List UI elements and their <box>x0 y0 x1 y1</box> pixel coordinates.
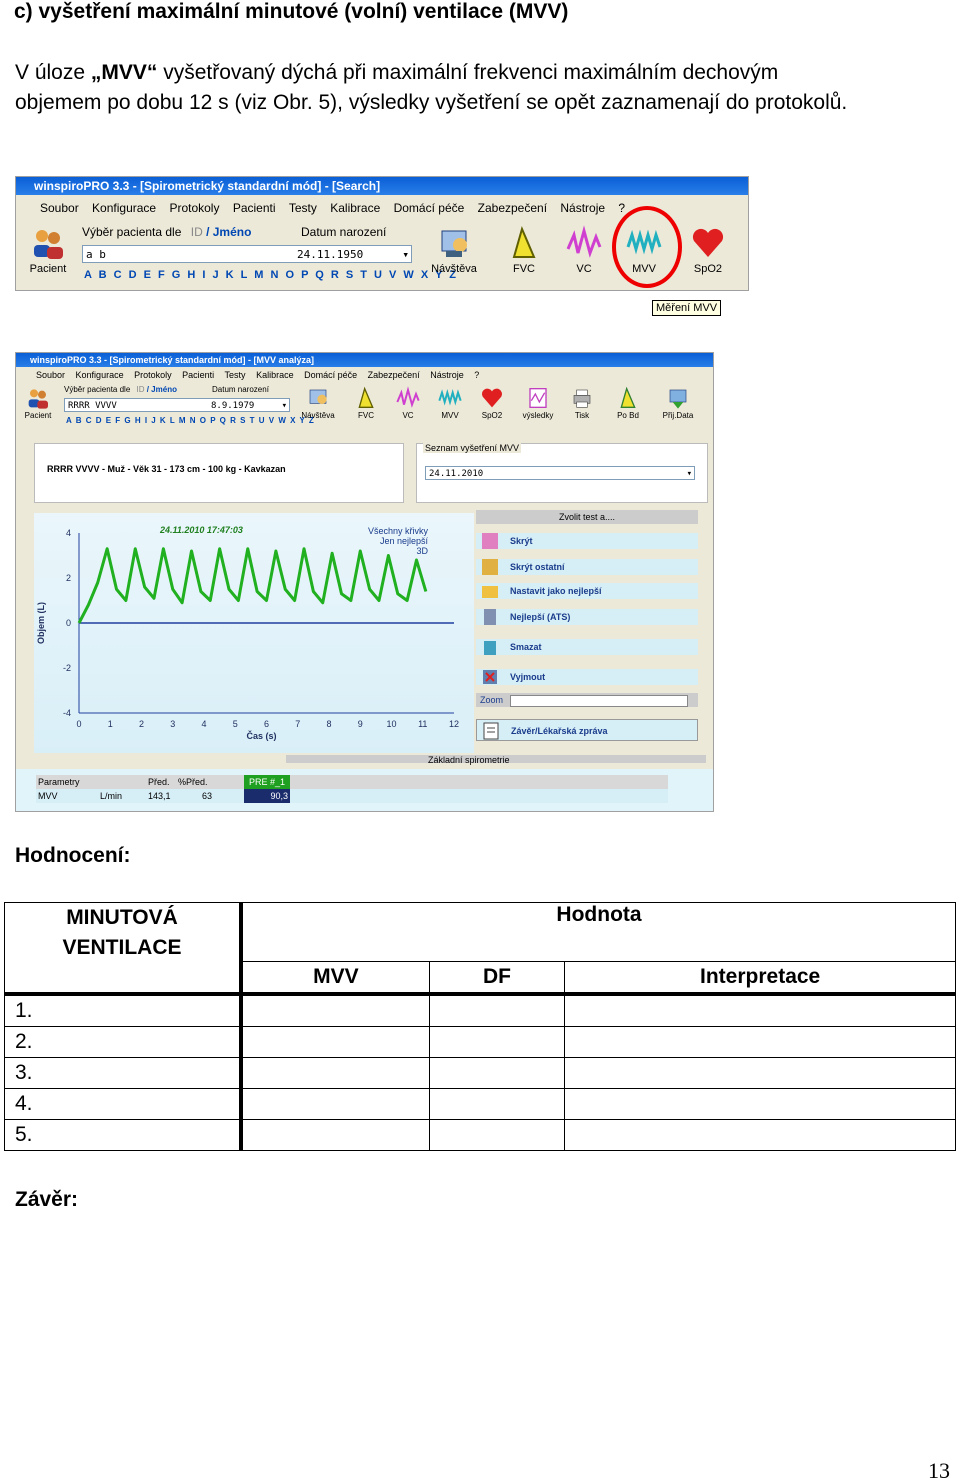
row-number: 2. <box>5 1027 242 1058</box>
zoom-bar <box>476 693 698 707</box>
delete-label: Smazat <box>510 642 542 652</box>
menu-bar <box>16 368 713 382</box>
df-cell[interactable] <box>429 994 565 1027</box>
window-title: winspiroPRO 3.3 - [Spirometrický standardní mód] - [Search] <box>34 179 381 193</box>
y-axis-label: Objem (L) <box>36 602 46 644</box>
spo2-button[interactable] <box>472 383 512 429</box>
section-heading: c) vyšetření maximální minutové (volní) ventilace (MVV) <box>14 0 569 23</box>
y-tick-label: -4 <box>62 708 71 718</box>
x-tick-label: 8 <box>326 719 332 729</box>
chart-timestamp: 24.11.2010 17:47:03 <box>160 525 243 535</box>
best-ats-label: Nejlepší (ATS) <box>510 612 571 622</box>
interpretation-cell[interactable] <box>565 1027 956 1058</box>
alphabet-index[interactable]: A B C D E F G H I J K L M N O P Q R S T U V W X Y Z <box>84 269 458 281</box>
evaluation-label: Hodnocení: <box>15 844 131 867</box>
printer-icon <box>570 386 594 410</box>
visit-label: Návštěva <box>301 411 335 420</box>
x-tick-label: 4 <box>201 719 207 729</box>
receive-data-button[interactable] <box>656 383 700 429</box>
params-col-header: Parametry <box>38 777 80 787</box>
results-label: výsledky <box>522 411 554 420</box>
all-curves-option[interactable]: Všechny křivky <box>367 526 428 536</box>
calculator-icon <box>480 607 500 627</box>
df-cell[interactable] <box>429 1058 565 1089</box>
print-label: Tisk <box>574 411 590 420</box>
df-header: DF <box>429 962 565 995</box>
fvc-label: FVC <box>513 263 535 275</box>
vc-button[interactable] <box>556 221 612 285</box>
menu-zabezpeceni[interactable]: Zabezpečení <box>477 201 548 215</box>
zoom-label: Zoom <box>480 695 504 705</box>
spo2-label: SpO2 <box>693 263 723 275</box>
heart-icon <box>690 225 726 261</box>
results-button[interactable] <box>518 383 558 429</box>
row-number: 1. <box>5 994 242 1027</box>
vc-icon <box>396 386 420 410</box>
spo2-button[interactable] <box>680 221 736 285</box>
evaluation-table <box>4 902 956 1151</box>
params-col-header: %Před. <box>178 777 208 787</box>
pobd-icon <box>616 386 640 410</box>
heart-icon <box>480 386 504 410</box>
interpretation-cell[interactable] <box>565 1089 956 1120</box>
mvv-cell[interactable] <box>241 1058 429 1089</box>
fvc-button[interactable] <box>346 383 386 429</box>
params-data-row <box>36 789 668 803</box>
fvc-label: FVC <box>358 411 374 420</box>
x-tick-label: 1 <box>107 719 113 729</box>
menu-kalibrace[interactable]: Kalibrace <box>330 201 381 215</box>
visit-button[interactable] <box>298 383 338 429</box>
table-row <box>5 994 956 1027</box>
window-titlebar <box>16 177 748 195</box>
conclusion-label: Závěr: <box>15 1188 79 1211</box>
mvv-series-line <box>79 549 426 623</box>
y-tick-label: -2 <box>62 663 71 673</box>
id-label: ID <box>136 385 145 394</box>
pobd-label: Po Bd <box>617 411 639 420</box>
toolbar <box>16 383 713 429</box>
mvv-icon <box>438 386 462 410</box>
minute-ventilation-header <box>5 903 242 995</box>
dropdown-arrow-icon[interactable]: ▾ <box>402 248 409 261</box>
spo2-label: SpO2 <box>481 411 503 420</box>
x-tick-label: 3 <box>170 719 176 729</box>
x-tick-label: 7 <box>295 719 301 729</box>
select-row <box>64 385 177 394</box>
dropdown-arrow-icon[interactable]: ▾ <box>281 401 287 411</box>
params-header-row <box>36 775 668 789</box>
menu-soubor[interactable]: Soubor <box>36 370 66 380</box>
df-cell[interactable] <box>429 1027 565 1058</box>
patient-search-field[interactable] <box>82 245 412 263</box>
vc-icon <box>566 225 602 261</box>
menu-testy[interactable]: Testy <box>224 370 246 380</box>
receive-data-icon <box>666 386 690 410</box>
menu-help[interactable]: ? <box>474 370 480 380</box>
x-tick-label: 12 <box>448 719 460 729</box>
mvv-button[interactable] <box>430 383 470 429</box>
name-value: RRRR VVVV <box>68 401 117 411</box>
value-header: Hodnota <box>241 903 956 962</box>
vc-label: VC <box>576 263 592 275</box>
exam-list-panel <box>416 443 708 503</box>
x-axis-label: Čas (s) <box>246 731 277 741</box>
para-text: objemem po dobu 12 s (viz Obr. 5), výsledky vyšetření se opět zaznamenají do protokolů. <box>15 91 848 114</box>
hide-others-label: Skrýt ostatní <box>510 562 565 572</box>
id-label: ID <box>190 225 203 239</box>
people-icon <box>30 225 66 261</box>
patient-info-panel <box>34 443 404 503</box>
birth-label: Datum narození <box>212 385 269 394</box>
dropdown-arrow-icon[interactable]: ▾ <box>686 469 692 479</box>
exam-date-value: 24.11.2010 <box>429 469 484 479</box>
print-button[interactable] <box>562 383 602 429</box>
view-3d-option[interactable]: 3D <box>416 546 428 556</box>
df-cell[interactable] <box>429 1120 565 1151</box>
menu-testy[interactable]: Testy <box>288 201 317 215</box>
birth-label: Datum narození <box>301 225 387 239</box>
table-row <box>5 1120 956 1151</box>
visit-icon <box>306 386 330 410</box>
only-best-option[interactable]: Jen nejlepší <box>379 536 428 546</box>
mvv-label: MVV <box>441 411 459 420</box>
interpretation-cell[interactable] <box>565 994 956 1027</box>
birth-value: 24.11.1950 <box>297 248 364 261</box>
pobd-button[interactable] <box>608 383 648 429</box>
curve-options <box>356 526 428 556</box>
patient-label: Pacient <box>29 263 67 275</box>
x-tick-label: 6 <box>263 719 270 729</box>
menu-pacienti[interactable]: Pacienti <box>182 370 215 380</box>
menu-zabezpeceni[interactable]: Zabezpečení <box>367 370 420 380</box>
x-tick-label: 5 <box>232 719 238 729</box>
conclusion-button[interactable] <box>476 719 698 741</box>
alphabet-index[interactable]: A B C D E F G H I J K L M N O P Q R S T U V W X Y Z <box>66 416 315 425</box>
menu-nastroje[interactable]: Nástroje <box>430 370 464 380</box>
folder-icon <box>480 581 500 601</box>
results-icon <box>526 386 550 410</box>
x-tick-label: 10 <box>386 719 397 729</box>
interpretation-header: Interpretace <box>565 962 956 995</box>
mvv-header: MVV <box>241 962 429 995</box>
mvv-label: MVV <box>632 263 656 275</box>
window-title: winspiroPRO 3.3 - [Spirometrický standardní mód] - [MVV analýza] <box>30 355 315 365</box>
menu-soubor[interactable]: Soubor <box>40 201 79 215</box>
menu-konfigurace[interactable]: Konfigurace <box>92 201 157 215</box>
mvv-cell[interactable] <box>241 1027 429 1058</box>
interpretation-cell[interactable] <box>565 1058 956 1089</box>
row-number: 5. <box>5 1120 242 1151</box>
visit-icon <box>436 225 472 261</box>
x-tick-label: 2 <box>138 719 145 729</box>
hide-others-icon <box>480 557 500 577</box>
mvv-analysis-screenshot <box>15 352 714 812</box>
select-row <box>82 225 251 239</box>
df-cell[interactable] <box>429 1089 565 1120</box>
report-icon <box>481 721 501 741</box>
header-line: VENTILACE <box>62 936 182 959</box>
choose-test-header: Zvolit test a.... <box>476 510 698 524</box>
name-label: / Jméno <box>146 385 177 394</box>
best-ats-button[interactable] <box>476 609 698 625</box>
menu-protokoly[interactable]: Protokoly <box>134 370 172 380</box>
menu-help[interactable]: ? <box>618 201 626 215</box>
y-tick-label: 4 <box>65 528 71 538</box>
params-col-header: Před. <box>148 777 170 787</box>
table-row <box>5 1089 956 1120</box>
patient-button[interactable] <box>20 221 76 285</box>
menu-domaci-pece[interactable]: Domácí péče <box>393 201 465 215</box>
menu-domaci-pece[interactable]: Domácí péče <box>304 370 358 380</box>
para-text: vyšetřovaný dýchá při maximální frekvenci maximálním dechovým <box>157 61 779 84</box>
table-row <box>5 1027 956 1058</box>
name-label: / Jméno <box>206 225 252 239</box>
para-bold: „MVV“ <box>90 61 158 84</box>
y-tick-label: 2 <box>65 573 71 583</box>
mvv-tooltip: Měření MVV <box>652 300 721 316</box>
header-line: MINUTOVÁ <box>66 906 178 929</box>
receive-data-label: Přij.Data <box>662 411 694 420</box>
vc-button[interactable] <box>388 383 428 429</box>
remove-button[interactable] <box>476 669 698 685</box>
row-number: 3. <box>5 1058 242 1089</box>
mvv-cell[interactable] <box>241 1089 429 1120</box>
name-value: a b <box>86 248 106 261</box>
select-label: Výběr pacienta dle <box>64 385 131 394</box>
interpretation-cell[interactable] <box>565 1120 956 1151</box>
delete-button[interactable] <box>476 639 698 655</box>
people-icon <box>26 386 50 410</box>
y-tick-label: 0 <box>65 618 71 628</box>
hide-button[interactable] <box>476 533 698 549</box>
table-row <box>5 1058 956 1089</box>
patient-button[interactable] <box>18 383 58 429</box>
set-best-button[interactable] <box>476 583 698 599</box>
row-number: 4. <box>5 1089 242 1120</box>
birth-value: 8.9.1979 <box>211 401 255 411</box>
menu-pacienti[interactable]: Pacienti <box>232 201 276 215</box>
params-cell: 143,1 <box>148 791 171 801</box>
exam-list-label: Seznam vyšetření MVV <box>425 443 520 453</box>
hide-label: Skrýt <box>510 536 533 546</box>
menu-kalibrace[interactable]: Kalibrace <box>256 370 294 380</box>
x-tick-label: 0 <box>76 719 82 729</box>
patient-info-text: RRRR VVVV - Muž - Věk 31 - 173 cm - 100 kg - Kavkazan <box>47 464 286 474</box>
recycle-icon <box>480 637 500 657</box>
fvc-button[interactable] <box>496 221 552 285</box>
visit-label: Návštěva <box>431 263 477 275</box>
vc-label: VC <box>402 411 414 420</box>
basic-spiro-label: Základní spirometrie <box>428 755 510 765</box>
params-cell: L/min <box>100 791 123 801</box>
params-col-header: PRE #_1 <box>244 775 290 789</box>
window-titlebar <box>16 353 713 367</box>
highlight-circle <box>612 206 682 288</box>
remove-icon <box>480 667 500 687</box>
mvv-cell[interactable] <box>241 1120 429 1151</box>
params-cell: 63 <box>202 791 213 801</box>
para-text: V úloze <box>15 61 91 84</box>
mvv-cell[interactable] <box>241 994 429 1027</box>
menu-protokoly[interactable]: Protokoly <box>169 201 220 215</box>
menu-nastroje[interactable]: Nástroje <box>560 201 606 215</box>
select-label: Výběr pacienta dle <box>82 225 182 239</box>
menu-konfigurace[interactable]: Konfigurace <box>75 370 124 380</box>
set-best-label: Nastavit jako nejlepší <box>510 586 602 596</box>
hide-icon <box>480 531 500 551</box>
fvc-icon <box>506 225 542 261</box>
x-tick-label: 9 <box>357 719 363 729</box>
x-tick-label: 11 <box>418 719 428 729</box>
params-cell: MVV <box>38 791 58 801</box>
exam-date-select[interactable] <box>425 466 695 480</box>
fvc-icon <box>354 386 378 410</box>
intro-paragraph <box>15 58 945 118</box>
patient-label: Pacient <box>24 411 52 420</box>
visit-button[interactable] <box>424 221 484 285</box>
hide-others-button[interactable] <box>476 559 698 575</box>
params-cell: 90,3 <box>244 789 290 803</box>
conclusion-label: Závěr/Lékařská zpráva <box>511 726 608 736</box>
remove-label: Vyjmout <box>510 672 546 682</box>
zoom-slider[interactable] <box>510 695 688 707</box>
patient-search-field[interactable] <box>64 398 290 412</box>
page-number: 13 <box>928 1458 950 1483</box>
